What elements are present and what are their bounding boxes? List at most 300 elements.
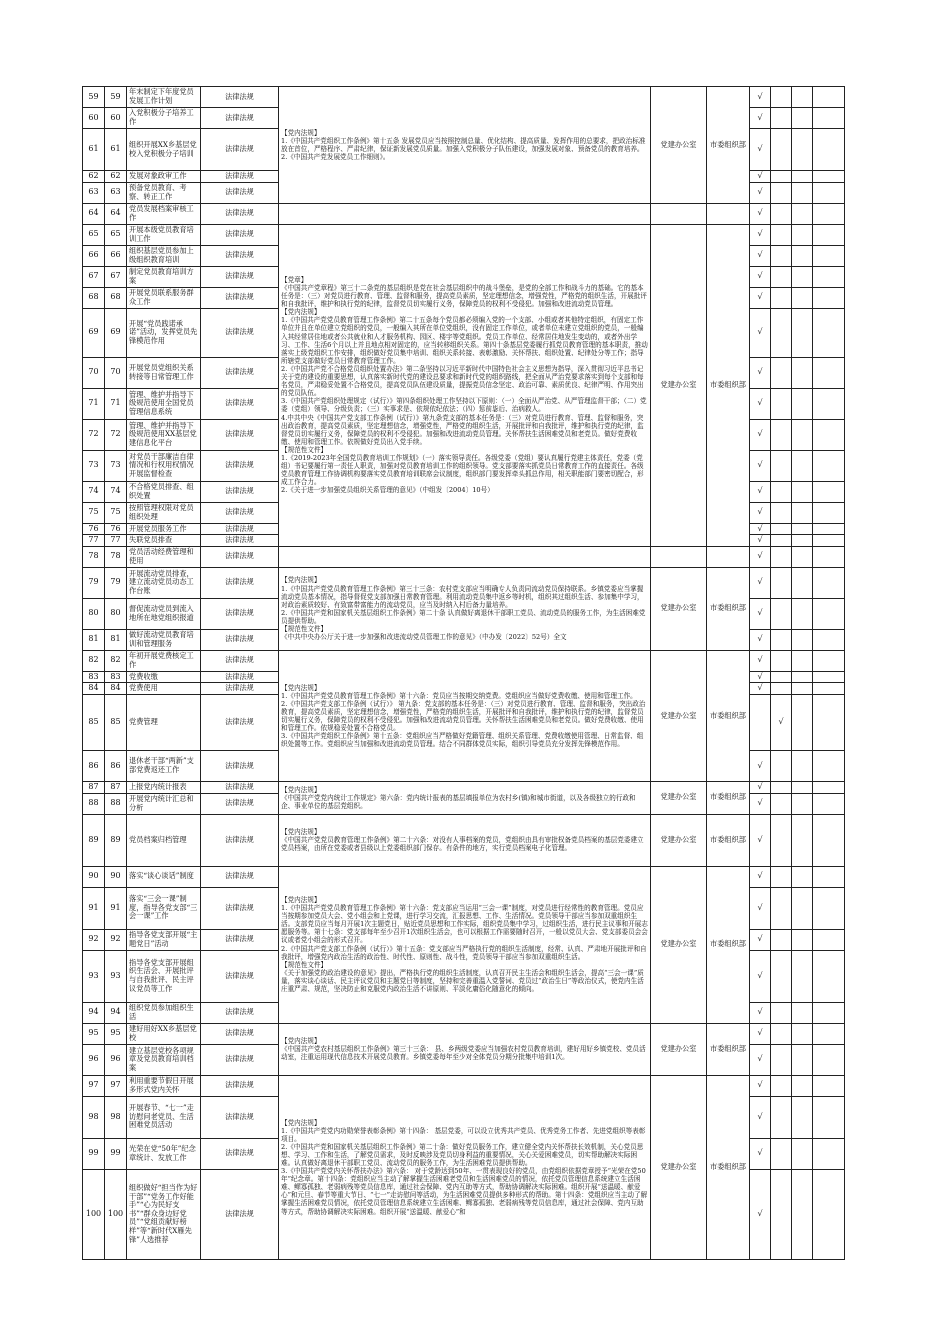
check-cell [750, 750, 771, 781]
item-id: 78 [105, 546, 127, 567]
item-id: 83 [105, 671, 127, 683]
item-name: 开展党内统计汇总和分析 [127, 793, 201, 814]
check-cell [771, 814, 792, 866]
item-type: 法律法规 [201, 671, 279, 683]
check-cell [750, 419, 771, 450]
item-name: 入党积极分子培养工作 [127, 108, 201, 129]
item-id: 81 [105, 629, 127, 650]
item-type: 法律法规 [201, 481, 279, 502]
item-id: 71 [105, 388, 127, 419]
check-mark: √ [757, 367, 763, 377]
item-id: 67 [105, 266, 127, 287]
check-cell [750, 357, 771, 388]
check-cell [750, 546, 771, 567]
check-mark: √ [757, 1208, 763, 1218]
check-cell [750, 287, 771, 308]
item-type: 法律法规 [201, 750, 279, 781]
supervising-dept [707, 203, 750, 224]
check-mark: √ [757, 535, 763, 545]
legal-basis [279, 87, 651, 204]
item-type: 法律法规 [201, 388, 279, 419]
legal-basis [279, 866, 651, 1023]
check-cell [771, 481, 792, 502]
check-cell [792, 1075, 813, 1096]
item-type: 法律法规 [201, 683, 279, 695]
check-cell [750, 171, 771, 183]
check-mark: √ [757, 1028, 763, 1038]
table-row [83, 1075, 845, 1096]
check-cell [771, 650, 792, 671]
item-id: 91 [105, 887, 127, 929]
item-type: 法律法规 [201, 887, 279, 929]
check-cell [750, 1138, 771, 1169]
legal-basis-text: 【党内法规】 1.《中国共产党党员教育管理工作条例》第十六条：党员应当按期交纳党费。党组织应当做好党费收缴、使用和管理工作。 2.《中国共产党支部工作条例（试行）》 第九条：党支部的基本任务是：（三）对党员进行教育、管理、监督和服务，突出政治教育，提高党员素质，坚定理想信念，增强党性，严格党的组织生活，开展批评和自我批评，维护和执行党的纪律，监督党员切实履行义务，保障党员的权利不受侵犯。加强和改进流动党员管理。关怀帮扶生活困难党员和老党员。做好党费收缴、使用和管理工作。依规稳妥处置不合格党员。 3.《中国共产党组织工作条例》第十五条：党组织应当严格做好党籍管理、组织关系管理、党费收缴使用管理、日常监督、组织处置等工作。党组织应当加强和改进流动党员管理。结合不同群体党员实际，组织引导党员充分发挥先锋模范作用。 [281, 683, 646, 749]
check-cell [792, 357, 813, 388]
legal-basis-text: 【党内法规】 《中国共产党党内统计工作规定》第六条：党内统计报表的基层填报单位为农村乡(镇)和城市街道，以及各级独立的行政和企、事业单位的基层党组织。 [281, 785, 636, 810]
item-type: 法律法规 [201, 629, 279, 650]
check-cell [771, 450, 792, 481]
check-cell [750, 308, 771, 357]
item-name: 党费收缴 [127, 671, 201, 683]
check-cell [792, 750, 813, 781]
check-mark: √ [757, 1148, 763, 1158]
item-name: 落实“谈心谈话”制度 [127, 866, 201, 887]
table-row [83, 1023, 845, 1044]
check-cell [813, 1044, 845, 1075]
legal-basis-text: 【党内法规】 1.《中国共产党党员教育管理工作条例》第十六条：党支部应当运用“三会一课”制度，对党员进行经常性的教育管理。党员应当按期参加党员大会、党小组会和上党课，进行学习交流，汇报思想、工作、生活情况。党员领导干部应当参加双重组织生活。支部党员应当每月开展1次主题党日，贴近党员思想和工作实际，组织党员集中学习，过组织生活，进行民主议事和开展志愿服务等。第十七条：党支部每年至少召开1次组织生活会，也可以根据工作需要随时召开，一般以党员大会、党支部委员会会议或者党小组会的形式召开。 2.《中国共产党支部工作条例（试行）》第十五条：党支部应当严格执行党的组织生活制度，经常、认真、严肃地开展批评和自我批评，增强党内政治生活的政治性、时代性、原则性、战斗性，党员领导干部应当参加双重组织生活。 【规范性文件】 《关于加强党的政治建设的意见》提出，严格执行党的组织生活制度，认真召开民主生活会和组织生活会，提高“三会一课”质量，落实谈心谈话、民主评议党员和主题党日等制度，坚持和完善重温入党誓词、党员过“政治生日”等政治仪式，使党内生活庄重严肃、规范，坚决防止和克服党内政治生活不讲原则、平淡化庸俗化随意化的倾向。 [281, 896, 648, 994]
check-mark: √ [757, 934, 763, 944]
item-name: 组织基层党员参加上级组织教育培训 [127, 245, 201, 266]
item-name: 党费管理 [127, 694, 201, 750]
item-name: 光荣在党“50年”纪念章统计、发放工作 [127, 1138, 201, 1169]
check-cell [771, 308, 792, 357]
check-cell [771, 203, 792, 224]
item-name: 组织党员参加组织生活 [127, 1002, 201, 1023]
legal-basis [279, 567, 651, 650]
check-mark: √ [757, 551, 763, 561]
row-number: 84 [83, 683, 105, 695]
check-cell [813, 1138, 845, 1169]
check-cell [792, 814, 813, 866]
check-mark: √ [757, 871, 763, 881]
check-cell [771, 245, 792, 266]
check-cell [792, 683, 813, 695]
item-id: 84 [105, 683, 127, 695]
row-number: 99 [83, 1138, 105, 1169]
item-type: 法律法规 [201, 171, 279, 183]
item-type: 法律法规 [201, 523, 279, 535]
check-cell [792, 950, 813, 1002]
item-id: 97 [105, 1075, 127, 1096]
check-cell [771, 750, 792, 781]
check-cell [792, 598, 813, 629]
item-id: 89 [105, 814, 127, 866]
check-cell [792, 245, 813, 266]
check-cell [771, 108, 792, 129]
check-cell [792, 1169, 813, 1259]
check-cell [792, 793, 813, 814]
table-row [83, 224, 845, 245]
check-cell [792, 481, 813, 502]
check-cell [750, 450, 771, 481]
check-cell [792, 203, 813, 224]
item-id: 63 [105, 182, 127, 203]
item-name: 落实“三会一课”制度，指导各党支部“三会一课”工作 [127, 887, 201, 929]
item-type: 法律法规 [201, 308, 279, 357]
item-type: 法律法规 [201, 546, 279, 567]
check-cell [813, 546, 845, 567]
check-cell [750, 1002, 771, 1023]
check-mark: √ [757, 970, 763, 980]
check-cell [792, 87, 813, 108]
legal-basis-text: 【党内法规】 《中国共产党农村基层组织工作条例》第三十三条： 县、乡两级党委应当加强农村党员教育培训，建好用好乡镇党校、党员活动室，注重运用现代信息技术开展党员教育。乡镇党委每年至少对全体党员分期分批集中培训1次。 [281, 1036, 646, 1062]
check-cell [813, 671, 845, 683]
responsible-dept: 党建办公室 [651, 1023, 707, 1075]
check-cell [750, 224, 771, 245]
item-name: 按照管理权限对党员组织处理 [127, 502, 201, 523]
check-cell [792, 388, 813, 419]
check-cell [813, 750, 845, 781]
item-id: 80 [105, 598, 127, 629]
item-name: 发展对象政审工作 [127, 171, 201, 183]
check-mark: √ [757, 1080, 763, 1090]
check-cell [813, 419, 845, 450]
item-name: 年初开展党费核定工作 [127, 650, 201, 671]
check-cell [792, 129, 813, 171]
check-mark: √ [757, 327, 763, 337]
check-cell [771, 182, 792, 203]
responsible-dept: 党建办公室 [651, 87, 707, 204]
check-cell [771, 629, 792, 650]
check-cell [813, 535, 845, 547]
check-cell [792, 781, 813, 793]
item-type: 法律法规 [201, 450, 279, 481]
item-name: 做好流动党员教育培训和管理服务 [127, 629, 201, 650]
check-mark: √ [757, 250, 763, 260]
check-cell [813, 814, 845, 866]
check-cell [792, 1044, 813, 1075]
item-name: 开展流动党员排查，建立流动党员动态工作台账 [127, 567, 201, 598]
item-type: 法律法规 [201, 502, 279, 523]
legal-basis [279, 224, 651, 546]
check-cell [792, 450, 813, 481]
responsible-dept: 党建办公室 [651, 781, 707, 814]
item-name: 失联党员排查 [127, 535, 201, 547]
check-cell [813, 108, 845, 129]
item-type: 法律法规 [201, 1002, 279, 1023]
check-cell [792, 546, 813, 567]
row-number: 98 [83, 1096, 105, 1138]
row-number: 81 [83, 629, 105, 650]
check-cell [813, 523, 845, 535]
item-id: 93 [105, 950, 127, 1002]
item-type: 法律法规 [201, 866, 279, 887]
item-type: 法律法规 [201, 245, 279, 266]
check-cell [813, 567, 845, 598]
check-cell [792, 308, 813, 357]
check-cell [813, 1075, 845, 1096]
item-type: 法律法规 [201, 182, 279, 203]
row-number: 94 [83, 1002, 105, 1023]
check-cell [771, 535, 792, 547]
legal-basis [279, 1075, 651, 1259]
row-number: 100 [83, 1169, 105, 1259]
check-cell [771, 266, 792, 287]
check-cell [771, 287, 792, 308]
responsibility-table [82, 86, 845, 1260]
table-row [83, 203, 845, 224]
row-number: 60 [83, 108, 105, 129]
item-name: 制定党员教育培训方案 [127, 266, 201, 287]
check-cell [813, 129, 845, 171]
check-cell [792, 1138, 813, 1169]
check-cell [771, 887, 792, 929]
check-cell [771, 567, 792, 598]
row-number: 90 [83, 866, 105, 887]
row-number: 73 [83, 450, 105, 481]
item-type: 法律法规 [201, 129, 279, 171]
item-type: 法律法规 [201, 793, 279, 814]
table-row [83, 650, 845, 671]
check-cell [771, 950, 792, 1002]
row-number: 64 [83, 203, 105, 224]
item-name: 党员档案归档管理 [127, 814, 201, 866]
item-name: 开展本级党员教育培训工作 [127, 224, 201, 245]
check-cell [813, 502, 845, 523]
legal-basis [279, 203, 651, 224]
check-cell [750, 535, 771, 547]
row-number: 92 [83, 929, 105, 950]
row-number: 67 [83, 266, 105, 287]
row-number: 86 [83, 750, 105, 781]
row-number: 63 [83, 182, 105, 203]
supervising-dept: 市委组织部 [707, 1075, 750, 1259]
supervising-dept: 市委组织部 [707, 814, 750, 866]
item-name: 上报党内统计报表 [127, 781, 201, 793]
check-mark: √ [757, 398, 763, 408]
check-mark: √ [757, 144, 763, 154]
check-cell [813, 929, 845, 950]
check-cell [750, 814, 771, 866]
supervising-dept: 市委组织部 [707, 87, 750, 204]
check-cell [771, 388, 792, 419]
check-cell [813, 1169, 845, 1259]
check-cell [813, 1096, 845, 1138]
row-number: 65 [83, 224, 105, 245]
item-id: 82 [105, 650, 127, 671]
check-cell [813, 866, 845, 887]
check-cell [813, 287, 845, 308]
check-cell [813, 781, 845, 793]
check-cell [813, 224, 845, 245]
check-cell [792, 108, 813, 129]
item-id: 95 [105, 1023, 127, 1044]
row-number: 59 [83, 87, 105, 108]
check-cell [750, 598, 771, 629]
check-cell [813, 481, 845, 502]
check-cell [750, 887, 771, 929]
item-type: 法律法规 [201, 1138, 279, 1169]
legal-basis [279, 1023, 651, 1075]
check-mark: √ [757, 608, 763, 618]
check-cell [792, 1096, 813, 1138]
check-cell [771, 87, 792, 108]
item-id: 87 [105, 781, 127, 793]
check-cell [771, 866, 792, 887]
check-cell [771, 502, 792, 523]
check-mark: √ [757, 634, 763, 644]
item-name: 利用重要节假日开展多形式党内关怀 [127, 1075, 201, 1096]
check-cell [771, 224, 792, 245]
legal-basis [279, 814, 651, 866]
check-cell [750, 1023, 771, 1044]
item-type: 法律法规 [201, 1023, 279, 1044]
item-name: 党费使用 [127, 683, 201, 695]
check-mark: √ [757, 229, 763, 239]
check-cell [813, 793, 845, 814]
row-number: 62 [83, 171, 105, 183]
row-number: 69 [83, 308, 105, 357]
check-cell [750, 481, 771, 502]
legal-basis [279, 781, 651, 814]
check-cell [771, 419, 792, 450]
check-cell [792, 866, 813, 887]
row-number: 61 [83, 129, 105, 171]
item-name: 开展春节、“七一”走访慰问老党员、生活困难党员活动 [127, 1096, 201, 1138]
item-id: 98 [105, 1096, 127, 1138]
legal-basis-text: 【党内法规】 1.《中国共产党党内功勋荣誉表彰条例》第十四条： 基层党委，可以设立优秀共产党员、优秀党务工作者、先进党组织等表彰项目。 2.《中国共产党和国家机关基层组织工作条例》第二十条：做好党员服务工作，建立健全党内关怀帮扶长效机制，关心党员思想、学习、工作和生活，了解党员需求，及时反映涉及党员切身利益的重要情况，关心关爱困难党员，切实帮助解决实际困难。认真做好离退休干部职工党员、流动党员的服务工作，为生活困难党员提供帮助。 3.《中国共产党党内关怀帮扶办法》第六条： 对于党龄达到50年、一贯表现良好的党员，由党组织依据党章授予“光荣在党50年”纪念章。第十四条：党组织应当主动了解掌握生活困难老党员和生活困难党员的情况，依托党员管理信息系统建立生活困难、鳏寡孤独、老弱病残等党员信息库，通过社会保障、党内互助等方式，帮助协调解决实际困难。组织开展“送温暖、献爱心”和元旦、春节等重大节日、“七一”走访慰问等活动，为生活困难党员提供多种形式的帮助。第十四条：党组织应当主动了解掌握生活困难党员情况，依托党员管理信息系统建立生活困难、鳏寡孤独、老弱病残等党员信息库，通过社会保障、党内互助等方式，帮助协调解决实际困难。组织开展“送温暖、献爱心”和 [281, 1118, 648, 1216]
item-id: 60 [105, 108, 127, 129]
legal-basis-text: 【党内法规】 1.《中国共产党党员教育管理工作条例》第三十三条：农村党支部应当明确专人负责同流动党员保持联系。乡镇党委应当掌握流动党员基本情况，指导督促党支部加强日常教育管理。利用流动党员集中返乡等时机，组织其过组织生活、参加集中学习，对政治素质较好、有致富带富能力的流动党员，应当及时纳入村后备力量培养。 2.《中国共产党和国家机关基层组织工作条例》第二十条 认真做好离退休干部职工党员、流动党员的服务工作，为生活困难党员提供帮助。 【规范性文件】 《中共中央办公厅关于进一步加强和改进流动党员管理工作的意见》（中办发〔2022〕52号）全文 [281, 576, 646, 642]
check-cell [771, 1075, 792, 1096]
check-mark: √ [757, 523, 763, 533]
row-number: 77 [83, 535, 105, 547]
responsible-dept: 党建办公室 [651, 1075, 707, 1259]
check-cell [750, 694, 771, 750]
check-cell [771, 671, 792, 683]
item-id: 68 [105, 287, 127, 308]
check-cell [771, 1169, 792, 1259]
check-cell [750, 781, 771, 793]
check-cell [750, 87, 771, 108]
check-cell [771, 1044, 792, 1075]
row-number: 75 [83, 502, 105, 523]
check-cell [792, 287, 813, 308]
check-cell [771, 781, 792, 793]
check-cell [813, 1023, 845, 1044]
check-cell [750, 182, 771, 203]
item-type: 法律法规 [201, 598, 279, 629]
table-row [83, 781, 845, 793]
row-number: 70 [83, 357, 105, 388]
check-cell [771, 793, 792, 814]
check-cell [792, 887, 813, 929]
check-mark: √ [757, 1007, 763, 1017]
item-name: 开展党员党组织关系转接等日常管理工作 [127, 357, 201, 388]
item-id: 70 [105, 357, 127, 388]
check-cell [750, 523, 771, 535]
item-name: 不合格党员排查、组织处置 [127, 481, 201, 502]
check-cell [771, 694, 792, 750]
item-name: 预备党员教育、考察、转正工作 [127, 182, 201, 203]
check-cell [813, 629, 845, 650]
check-mark: √ [757, 902, 763, 912]
check-cell [792, 523, 813, 535]
supervising-dept: 市委组织部 [707, 650, 750, 781]
check-mark: √ [757, 486, 763, 496]
check-cell [813, 1002, 845, 1023]
item-type: 法律法规 [201, 535, 279, 547]
check-cell [750, 950, 771, 1002]
item-name: 对党员干部廉洁自律情况和行权用权情况开展监督检查 [127, 450, 201, 481]
item-id: 76 [105, 523, 127, 535]
item-id: 61 [105, 129, 127, 171]
check-cell [750, 108, 771, 129]
item-id: 90 [105, 866, 127, 887]
check-cell [750, 1169, 771, 1259]
check-cell [813, 203, 845, 224]
row-number: 93 [83, 950, 105, 1002]
supervising-dept: 市委组织部 [707, 1023, 750, 1075]
item-type: 法律法规 [201, 287, 279, 308]
item-type: 法律法规 [201, 419, 279, 450]
check-mark: √ [757, 671, 763, 681]
check-cell [792, 1023, 813, 1044]
row-number: 82 [83, 650, 105, 671]
item-type: 法律法规 [201, 1169, 279, 1259]
check-mark: √ [778, 717, 784, 727]
item-name: 开展“党员践诺承诺”活动，发挥党员先锋模范作用 [127, 308, 201, 357]
item-name: 指导各党支部开展“主题党日”活动 [127, 929, 201, 950]
item-id: 96 [105, 1044, 127, 1075]
item-type: 法律法规 [201, 929, 279, 950]
item-id: 73 [105, 450, 127, 481]
item-type: 法律法规 [201, 87, 279, 108]
row-number: 66 [83, 245, 105, 266]
check-cell [813, 308, 845, 357]
check-cell [771, 129, 792, 171]
check-mark: √ [757, 271, 763, 281]
legal-basis-text: 【党内法规】 1.《中国共产党组织工作条例》第十五条 发展党员应当按照控制总量、优化结构、提高质量、发挥作用的总要求，把政治标准放在首位，严格程序、严肃纪律，保证新发展党员质量。加强入党积极分子队伍建设，加强发展对象、预备党员的教育培养。 2.《中国共产党发展党员工作细则》。 [281, 128, 646, 161]
supervising-dept: 市委组织部 [707, 781, 750, 814]
row-number: 97 [83, 1075, 105, 1096]
responsible-dept: 党建办公室 [651, 567, 707, 650]
check-cell [792, 650, 813, 671]
table-row [83, 866, 845, 887]
item-id: 66 [105, 245, 127, 266]
check-mark: √ [757, 683, 763, 693]
check-cell [750, 1075, 771, 1096]
check-mark: √ [757, 798, 763, 808]
row-number: 88 [83, 793, 105, 814]
table-row [83, 546, 845, 567]
check-cell [750, 129, 771, 171]
check-cell [813, 182, 845, 203]
item-id: 72 [105, 419, 127, 450]
check-cell [813, 650, 845, 671]
check-cell [813, 171, 845, 183]
item-name: 开展党员联系服务群众工作 [127, 287, 201, 308]
check-mark: √ [757, 429, 763, 439]
check-mark: √ [757, 1111, 763, 1121]
row-number: 85 [83, 694, 105, 750]
check-cell [750, 866, 771, 887]
check-cell [771, 929, 792, 950]
check-cell [792, 502, 813, 523]
check-mark: √ [757, 655, 763, 665]
check-mark: √ [757, 834, 763, 844]
check-cell [792, 671, 813, 683]
